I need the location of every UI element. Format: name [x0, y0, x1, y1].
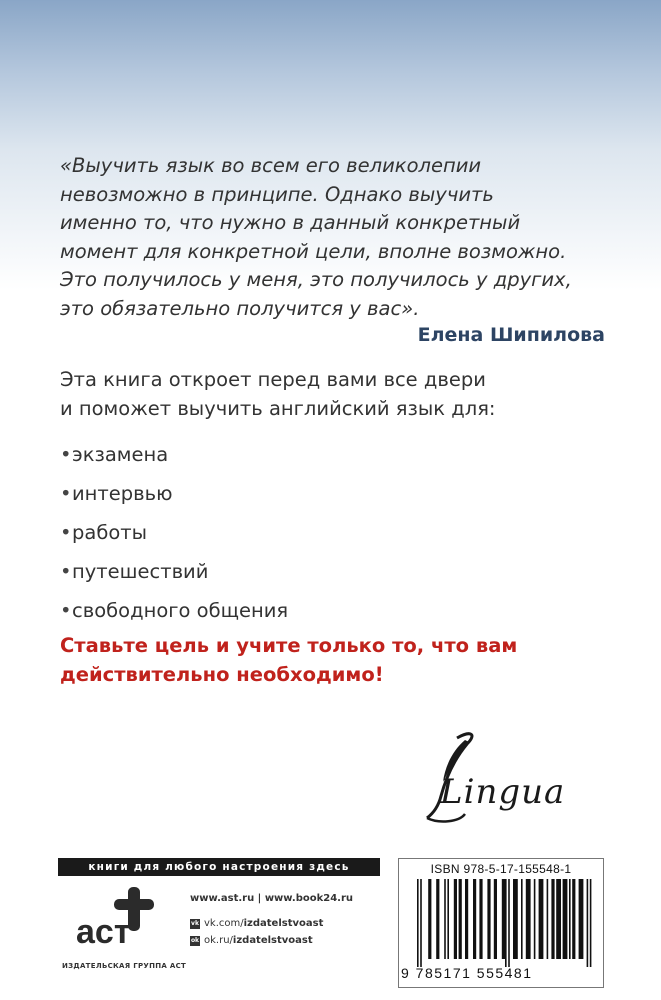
bullet-icon: • [60, 599, 72, 622]
social-links [190, 915, 323, 949]
publisher-imprint: ИЗДАТЕЛЬСКАЯ ГРУППА АСТ [62, 962, 187, 970]
quote-author: Елена Шипилова [417, 324, 605, 346]
list-item-label: интервью [72, 482, 173, 505]
quote-line: именно то, что нужно в данный конкретный [60, 211, 521, 234]
tagline-banner: книги для любого настроения здесь [58, 858, 380, 876]
bullet-icon: • [60, 482, 72, 505]
intro-line: и поможет выучить английский язык для: [60, 397, 496, 420]
social-link-vk[interactable] [190, 915, 323, 932]
callout-line: Ставьте цель и учите только то, что вам [60, 634, 518, 657]
quote-block [60, 152, 620, 323]
social-handle: izdatelstvoast [232, 935, 313, 946]
ean-digits: 9 785171 555481 [401, 965, 533, 981]
ast-logo-text: аст [76, 913, 131, 951]
list-item [60, 513, 288, 552]
quote-line: момент для конкретной цели, вполне возможно. [60, 239, 567, 263]
social-prefix: ok.ru/ [204, 935, 233, 946]
list-item [60, 552, 288, 591]
lingua-logo: Lingua [440, 772, 566, 812]
list-item-label: работы [72, 521, 148, 544]
isbn-barcode-box [398, 858, 604, 988]
vk-icon: vk [191, 919, 199, 927]
list-item [60, 591, 288, 630]
quote-line: Это получилось у меня, это получилось у других, [60, 268, 572, 291]
quote-line: невозможно в принципе. Однако выучить [60, 182, 494, 206]
list-item-label: путешествий [72, 560, 209, 583]
isbn-number: ISBN 978-5-17-155548-1 [430, 862, 572, 876]
quote-line: это обязательно получится у вас». [60, 296, 420, 320]
barcode-icon [413, 879, 597, 967]
social-handle: izdatelstvoast [243, 918, 324, 929]
ast-logo-icon [70, 885, 170, 955]
social-prefix: vk.com/ [204, 918, 244, 929]
list-item-label: экзамена [72, 443, 169, 466]
bullet-icon: • [60, 560, 72, 583]
bullet-icon: • [60, 521, 72, 544]
social-link-ok[interactable] [190, 932, 323, 949]
goals-list [60, 435, 288, 630]
callout-line: действительно необходимо! [60, 663, 384, 686]
callout-text [60, 631, 620, 689]
list-item [60, 474, 288, 513]
intro-line: Эта книга откроет перед вами все двери [60, 368, 486, 391]
list-item [60, 435, 288, 474]
ok-icon: ok [190, 936, 200, 944]
publisher-websites: www.ast.ru | www.book24.ru [190, 893, 354, 904]
list-item-label: свободного общения [72, 599, 289, 622]
intro-text [60, 365, 620, 423]
quote-line: «Выучить язык во всем его великолепии [60, 154, 482, 177]
bullet-icon: • [60, 443, 72, 466]
